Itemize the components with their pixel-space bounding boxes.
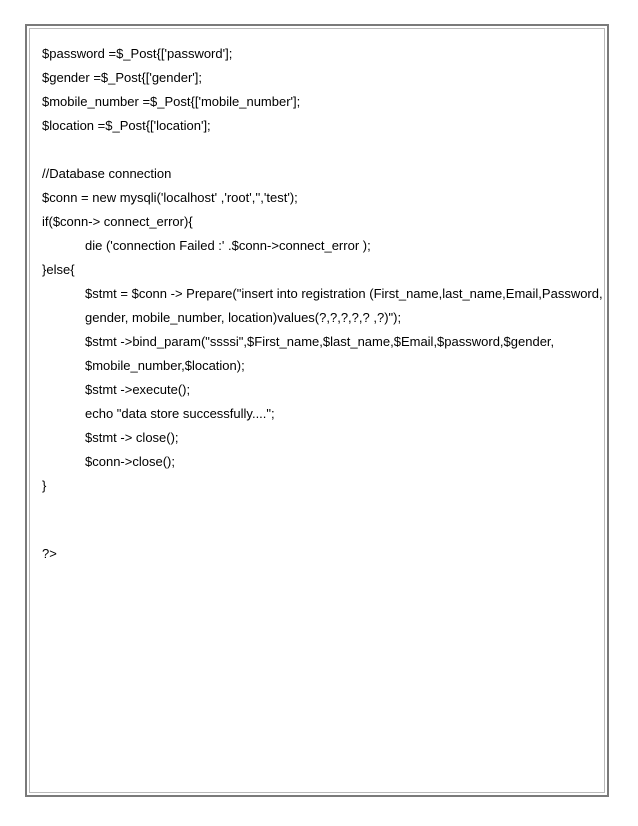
code-line: $conn->close(); (85, 454, 175, 469)
code-line: } (42, 478, 47, 493)
code-line: $stmt ->execute(); (85, 382, 191, 397)
code-line: $location =$_Post{['location']; (42, 118, 211, 133)
code-line: }else{ (42, 262, 75, 277)
code-comment: //Database connection (42, 166, 172, 181)
code-line: ?> (42, 546, 57, 561)
code-line: $mobile_number =$_Post{['mobile_number']; (42, 94, 301, 109)
code-line: $mobile_number,$location); (85, 358, 245, 373)
code-line: die ('connection Failed :' .$conn->connect_error ); (85, 238, 371, 253)
code-line: if($conn-> connect_error){ (42, 214, 193, 229)
code-line: $stmt -> close(); (85, 430, 179, 445)
code-line: $conn = new mysqli('localhost' ,'root','','test'); (42, 190, 298, 205)
code-line: $stmt = $conn -> Prepare("insert into registration (First_name,last_name,Email,Password, (85, 286, 603, 301)
code-line: gender, mobile_number, location)values(?,?,?,?,? ,?)"); (85, 310, 402, 325)
code-line: $gender =$_Post{['gender']; (42, 70, 203, 85)
code-line: $password =$_Post{['password']; (42, 46, 233, 61)
code-line: echo "data store successfully...."; (85, 406, 275, 421)
code-line: $stmt ->bind_param("ssssi",$First_name,$last_name,$Email,$password,$gender, (85, 334, 555, 349)
